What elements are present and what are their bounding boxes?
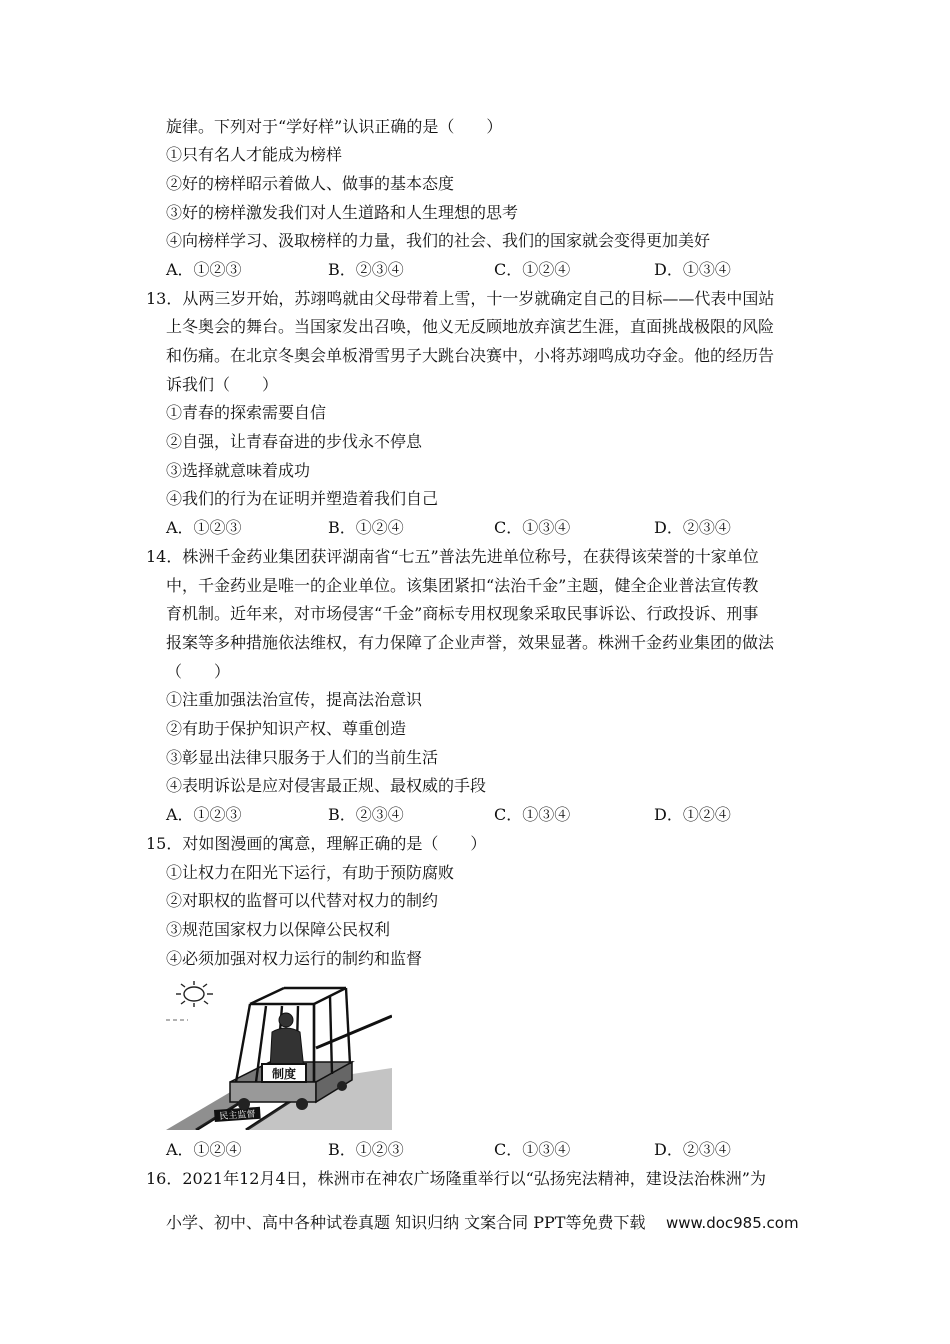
q14-options [166,804,766,826]
sun-icon [176,981,213,1007]
q15-item-2: ②对职权的监督可以代替对权力的制约 [166,891,439,910]
q13-stem-line-4: 诉我们（ ） [166,375,279,394]
q12-item-3: ③好的榜样激发我们对人生道路和人生理想的思考 [166,203,519,222]
q12-item-4: ④向榜样学习、汲取榜样的力量，我们的社会、我们的国家就会变得更加美好 [166,231,711,250]
cartoon-illustration [166,978,392,1130]
q13-item-2: ②自强，让青春奋进的步伐永不停息 [166,432,423,451]
q14-item-2: ②有助于保护知识产权、尊重创造 [166,719,407,738]
q15-item-1: ①让权力在阳光下运行，有助于预防腐败 [166,863,455,882]
q14-option-a: A．①②③ [166,805,242,824]
cart-label: 制度 [271,1067,297,1081]
caged-official [270,1013,304,1070]
q13-stem-line-2: 上冬奥会的舞台。当国家发出召唤，他义无反顾地放弃演艺生涯，直面挑战极限的风险 [166,317,775,336]
q15-item-3: ③规范国家权力以保障公民权利 [166,920,391,939]
q13-item-3: ③选择就意味着成功 [166,461,311,480]
q13-option-d: D．②③④ [654,518,731,537]
q13-option-b: B．①②④ [328,518,404,537]
q13-options [166,517,766,539]
q13-option-a: A．①②③ [166,518,242,537]
q15-option-c: C．①③④ [494,1140,571,1159]
q14-stem-line-2: 中，千金药业是唯一的企业单位。该集团紧扣“法治千金”主题，健全企业普法宣传教 [166,576,759,595]
q14-item-3: ③彰显出法律只服务于人们的当前生活 [166,748,439,767]
q12-option-a: A．①②③ [166,260,242,279]
q15-option-b: B．①②③ [328,1140,404,1159]
q15-options [166,1139,766,1161]
q14-stem-line-1: 14．株洲千金药业集团获评湖南省“七五”普法先进单位称号，在获得该荣誉的十家单位 [146,547,759,566]
q13-item-1: ①青春的探索需要自信 [166,403,327,422]
q14-stem-line-4: 报案等多种措施依法维权，有力保障了企业声誉，效果显著。株洲千金药业集团的做法 [166,633,775,652]
q13-stem-line-3: 和伤痛。在北京冬奥会单板滑雪男子大跳台决赛中，小将苏翊鸣成功夺金。他的经历告 [166,346,775,365]
q14-option-c: C．①③④ [494,805,571,824]
q12-option-d: D．①③④ [654,260,731,279]
q14-stem-line-5: （ ） [166,662,231,681]
q15-stem: 15．对如图漫画的寓意，理解正确的是（ ） [146,834,487,853]
q12-stem-tail: 旋律。下列对于“学好样”认识正确的是（ ） [166,117,503,136]
footer-text: 小学、初中、高中各种试卷真题 知识归纳 文案合同 PPT等免费下载 [166,1213,646,1232]
q12-option-c: C．①②④ [494,260,571,279]
q15-item-4: ④必须加强对权力运行的制约和监督 [166,949,423,968]
q12-options [166,259,766,281]
q14-stem-line-3: 育机制。近年来，对市场侵害“千金”商标专用权现象采取民事诉讼、行政投诉、刑事 [166,604,759,623]
q12-item-1: ①只有名人才能成为榜样 [166,145,343,164]
q13-stem-line-1: 13．从两三岁开始，苏翊鸣就由父母带着上雪，十一岁就确定自己的目标——代表中国站 [146,289,775,308]
q13-item-4: ④我们的行为在证明并塑造着我们自己 [166,489,439,508]
rail-sign-label: 民主监督 [219,1109,256,1123]
q14-option-b: B．②③④ [328,805,404,824]
q16-stem-line-1: 16．2021年12月4日，株洲市在神农广场隆重举行以“弘扬宪法精神，建设法治株洲”为 [146,1169,766,1188]
q12-item-2: ②好的榜样昭示着做人、做事的基本态度 [166,174,455,193]
q15-option-a: A．①②④ [166,1140,242,1159]
q14-item-1: ①注重加强法治宣传，提高法治意识 [166,690,423,709]
q14-item-4: ④表明诉讼是应对侵害最正规、最权威的手段 [166,776,487,795]
q13-option-c: C．①③④ [494,518,571,537]
q15-option-d: D．②③④ [654,1140,731,1159]
q14-option-d: D．①②④ [654,805,731,824]
q12-option-b: B．②③④ [328,260,404,279]
footer-url[interactable]: www.doc985.com [666,1214,799,1232]
cart-label-plate [262,1064,306,1082]
